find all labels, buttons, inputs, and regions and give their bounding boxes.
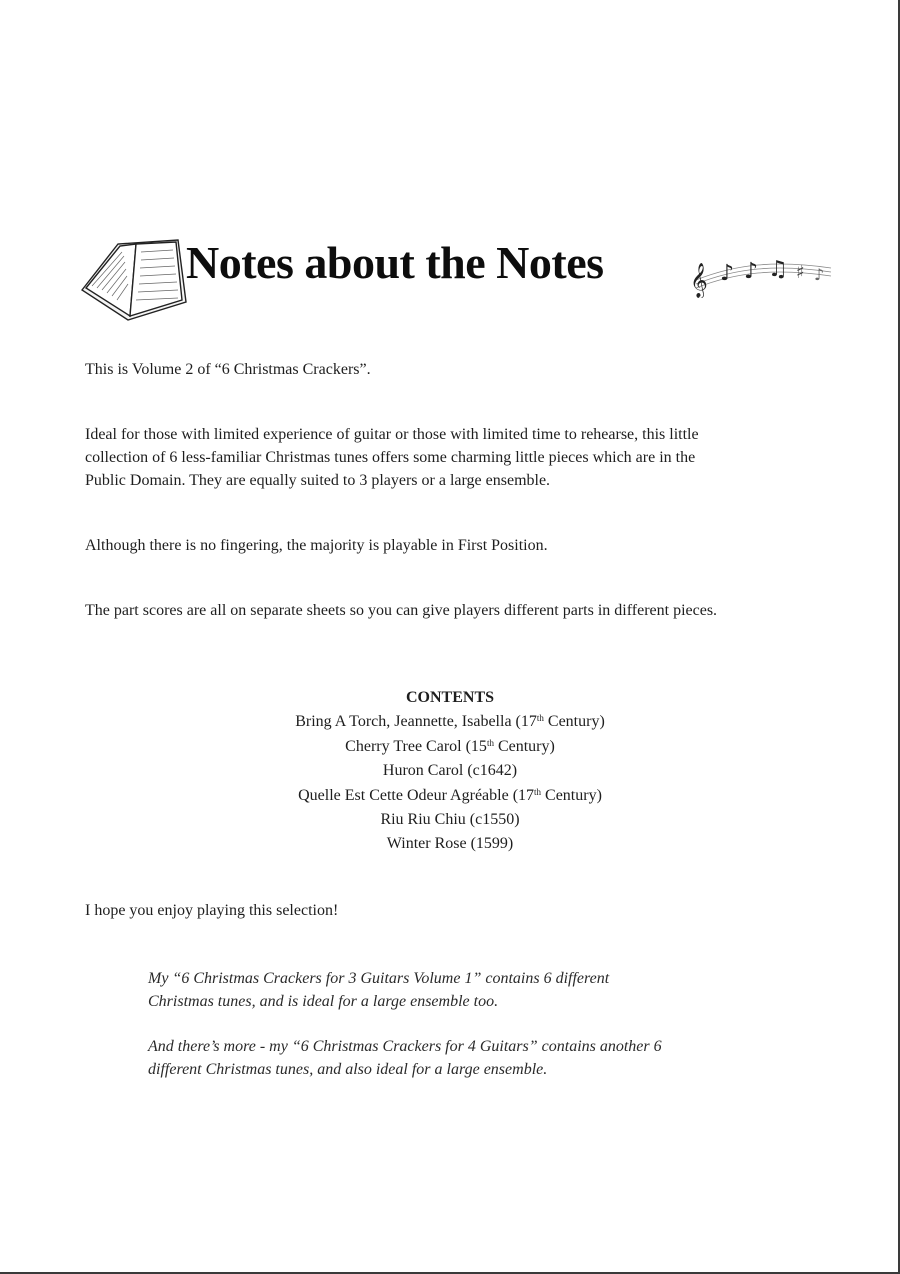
- volume1-note: [148, 967, 768, 1013]
- contents-title: CONTENTS: [405, 689, 495, 706]
- page-title: Notes about the Notes: [186, 237, 604, 288]
- note-line: Christmas tunes, and is ideal for a large ensemble too.: [148, 993, 499, 1010]
- open-book-icon: [78, 232, 188, 324]
- fingering-paragraph: Although there is no fingering, the majority is playable in First Position.: [85, 537, 548, 554]
- svg-text:𝄞: 𝄞: [690, 263, 708, 298]
- contents-item: Huron Carol (c1642): [382, 762, 518, 780]
- page-header: [78, 228, 838, 328]
- ideal-paragraph: [85, 423, 815, 492]
- parts-paragraph: The part scores are all on separate sheets so you can give players different parts in different pieces.: [85, 602, 718, 619]
- ideal-line: Public Domain. They are equally suited to 3 players or a large ensemble.: [85, 472, 551, 489]
- music-notes-icon: [686, 242, 836, 298]
- svg-text:♪: ♪: [814, 265, 825, 284]
- contents-item: Quelle Est Cette Odeur Agréable (17th Century): [298, 786, 602, 804]
- contents-item: Cherry Tree Carol (15th Century): [345, 737, 555, 755]
- svg-text:♯: ♯: [796, 262, 805, 283]
- ideal-line: Ideal for those with limited experience of guitar or those with limited time to rehearse, this little: [85, 426, 699, 443]
- contents-item: Riu Riu Chiu (c1550): [380, 811, 520, 829]
- closing-paragraph: I hope you enjoy playing this selection!: [85, 902, 339, 919]
- contents-list: [150, 686, 750, 857]
- note-line: different Christmas tunes, and also ideal for a large ensemble.: [148, 1061, 548, 1078]
- contents-item: Winter Rose (1599): [386, 835, 514, 853]
- ideal-line: collection of 6 less-familiar Christmas tunes offers some charming little pieces which are in the: [85, 449, 696, 466]
- svg-text:♪: ♪: [720, 261, 735, 286]
- intro-paragraph: This is Volume 2 of “6 Christmas Crackers”.: [85, 361, 371, 378]
- note-line: And there’s more - my “6 Christmas Crackers for 4 Guitars” contains another 6: [148, 1038, 662, 1055]
- contents-item: Bring A Torch, Jeannette, Isabella (17th Century): [295, 713, 605, 731]
- note-line: My “6 Christmas Crackers for 3 Guitars Volume 1” contains 6 different: [148, 970, 610, 987]
- svg-text:♪: ♪: [744, 259, 759, 284]
- four-guitars-note: [148, 1035, 768, 1081]
- svg-text:♫: ♫: [768, 257, 788, 282]
